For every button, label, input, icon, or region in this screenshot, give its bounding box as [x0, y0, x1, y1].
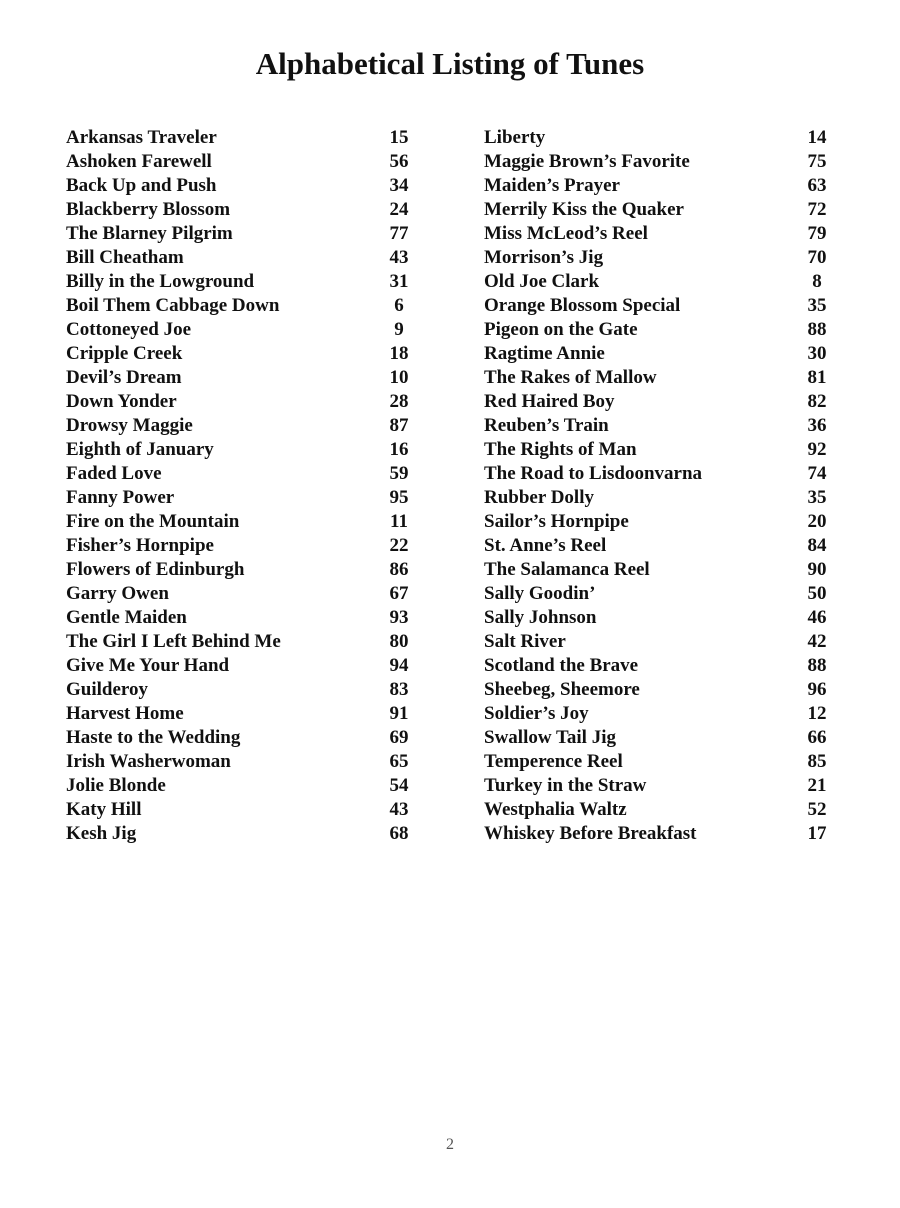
tune-title: Give Me Your Hand	[66, 655, 230, 676]
tune-entry	[66, 534, 410, 558]
tune-page-number: 75	[807, 151, 827, 172]
tune-title: Faded Love	[66, 463, 162, 484]
tune-title: Gentle Maiden	[66, 607, 187, 628]
tune-page-number: 94	[389, 655, 409, 676]
tune-entry	[66, 510, 410, 534]
tune-page-number: 91	[389, 703, 409, 724]
tune-entry	[66, 486, 410, 510]
tune-title: Drowsy Maggie	[66, 415, 193, 436]
tune-title: The Road to Lisdoonvarna	[484, 463, 703, 484]
tune-title: Back Up and Push	[66, 175, 217, 196]
tune-entry	[484, 366, 828, 390]
tune-title: Turkey in the Straw	[484, 775, 647, 796]
tune-entry	[66, 294, 410, 318]
tune-page-number: 77	[389, 223, 409, 244]
tune-entry	[66, 366, 410, 390]
tune-entry	[66, 198, 410, 222]
tune-page-number: 50	[807, 583, 827, 604]
tune-title: The Salamanca Reel	[484, 559, 650, 580]
tune-title: The Blarney Pilgrim	[66, 223, 233, 244]
tune-page-number: 65	[389, 751, 409, 772]
tune-entry	[484, 774, 828, 798]
tune-entry	[484, 318, 828, 342]
tune-title: Scotland the Brave	[484, 655, 639, 676]
tune-title: Devil’s Dream	[66, 367, 182, 388]
tune-page-number: 63	[807, 175, 827, 196]
tune-title: Pigeon on the Gate	[484, 319, 638, 340]
tune-page-number: 24	[389, 199, 409, 220]
tune-entry	[484, 654, 828, 678]
tune-page-number: 31	[389, 271, 409, 292]
tune-entry	[66, 654, 410, 678]
tune-page-number: 82	[807, 391, 827, 412]
tune-page-number: 86	[389, 559, 409, 580]
tune-page-number: 30	[807, 343, 827, 364]
tune-entry	[66, 414, 410, 438]
tune-entry	[66, 822, 410, 846]
tune-title: Morrison’s Jig	[484, 247, 604, 268]
tune-title: Boil Them Cabbage Down	[66, 295, 280, 316]
tune-entry	[484, 630, 828, 654]
tune-entry	[484, 414, 828, 438]
tune-page-number: 16	[389, 439, 409, 460]
tune-title: Reuben’s Train	[484, 415, 609, 436]
tune-entry	[484, 270, 828, 294]
tune-title: Temperence Reel	[484, 751, 623, 772]
tune-entry	[484, 174, 828, 198]
tune-title: Salt River	[484, 631, 566, 652]
tune-entry	[484, 798, 828, 822]
tune-list-right-column	[484, 126, 828, 846]
tune-page-number: 36	[807, 415, 827, 436]
tune-title: Katy Hill	[66, 799, 142, 820]
tune-title: Merrily Kiss the Quaker	[484, 199, 684, 220]
tune-entry	[66, 798, 410, 822]
tune-page-number: 34	[389, 175, 409, 196]
tune-title: Whiskey Before Breakfast	[484, 823, 697, 844]
tune-title: Garry Owen	[66, 583, 169, 604]
tune-entry	[484, 822, 828, 846]
tune-entry	[66, 582, 410, 606]
tune-entry	[66, 750, 410, 774]
tune-title: Irish Washerwoman	[66, 751, 231, 772]
tune-page-number: 54	[389, 775, 409, 796]
tune-page-number: 70	[807, 247, 827, 268]
tune-page-number: 17	[807, 823, 827, 844]
tune-entry	[66, 150, 410, 174]
tune-entry	[66, 270, 410, 294]
tune-page-number: 79	[807, 223, 827, 244]
tune-title: Fire on the Mountain	[66, 511, 240, 532]
tune-page-number: 74	[807, 463, 827, 484]
tune-entry	[484, 222, 828, 246]
tune-title: Cottoneyed Joe	[66, 319, 192, 340]
tune-title: Westphalia Waltz	[484, 799, 627, 820]
tune-page-number: 15	[389, 127, 409, 148]
tune-page-number: 92	[807, 439, 827, 460]
tune-entry	[484, 198, 828, 222]
tune-page-number: 11	[390, 511, 408, 532]
tune-page-number: 88	[807, 655, 827, 676]
tune-title: Flowers of Edinburgh	[66, 559, 245, 580]
tune-title: Sally Goodin’	[484, 583, 596, 604]
tune-entry	[484, 750, 828, 774]
tune-entry	[484, 462, 828, 486]
tune-page-number: 6	[394, 295, 404, 316]
tune-title: Jolie Blonde	[66, 775, 166, 796]
tune-title: The Rights of Man	[484, 439, 637, 460]
tune-page-number: 14	[807, 127, 827, 148]
tune-page-number: 88	[807, 319, 827, 340]
tune-entry	[484, 558, 828, 582]
tune-title: Sally Johnson	[484, 607, 597, 628]
tune-page-number: 8	[812, 271, 822, 292]
tune-title: Soldier’s Joy	[484, 703, 589, 724]
tune-title: Bill Cheatham	[66, 247, 184, 268]
tune-page-number: 83	[389, 679, 409, 700]
tune-page-number: 46	[807, 607, 827, 628]
tune-page-number: 81	[807, 367, 827, 388]
tune-page-number: 72	[807, 199, 827, 220]
tune-title: Blackberry Blossom	[66, 199, 231, 220]
tune-entry	[484, 246, 828, 270]
tune-page-number: 85	[807, 751, 827, 772]
tune-title: Billy in the Lowground	[66, 271, 255, 292]
tune-title: Fanny Power	[66, 487, 175, 508]
tune-page-number: 66	[807, 727, 827, 748]
tune-page-number: 90	[807, 559, 827, 580]
tune-title: Sheebeg, Sheemore	[484, 679, 640, 700]
tune-page-number: 18	[389, 343, 409, 364]
tune-title: Maggie Brown’s Favorite	[484, 151, 690, 172]
tune-title: Kesh Jig	[66, 823, 137, 844]
tune-title: Miss McLeod’s Reel	[484, 223, 648, 244]
tune-page-number: 95	[389, 487, 409, 508]
tune-title: Eighth of January	[66, 439, 214, 460]
tune-entry	[484, 534, 828, 558]
tune-title: Swallow Tail Jig	[484, 727, 616, 748]
tune-page-number: 52	[807, 799, 827, 820]
tune-title: The Girl I Left Behind Me	[66, 631, 281, 652]
page-number: 2	[446, 1136, 454, 1153]
tune-title: Ragtime Annie	[484, 343, 605, 364]
tune-page-number: 12	[807, 703, 827, 724]
tune-title: Old Joe Clark	[484, 271, 600, 292]
tune-title: Fisher’s Hornpipe	[66, 535, 214, 556]
tune-entry	[484, 582, 828, 606]
tune-entry	[484, 606, 828, 630]
tune-title: Guilderoy	[66, 679, 148, 700]
tune-entry	[66, 678, 410, 702]
tune-title: Maiden’s Prayer	[484, 175, 620, 196]
tune-page-number: 69	[389, 727, 409, 748]
tune-page-number: 67	[389, 583, 409, 604]
tune-page-number: 93	[389, 607, 409, 628]
tune-entry	[484, 438, 828, 462]
tune-title: St. Anne’s Reel	[484, 535, 607, 556]
page-title: Alphabetical Listing of Tunes	[255, 46, 645, 81]
tune-entry	[66, 702, 410, 726]
tune-entry	[484, 126, 828, 150]
tune-entry	[66, 438, 410, 462]
tune-page-number: 96	[807, 679, 827, 700]
tune-page-number: 84	[807, 535, 827, 556]
tune-entry	[66, 558, 410, 582]
tune-entry	[66, 342, 410, 366]
tune-entry	[66, 606, 410, 630]
tune-page-number: 56	[389, 151, 409, 172]
tune-page-number: 80	[389, 631, 409, 652]
tune-entry	[484, 702, 828, 726]
tune-title: The Rakes of Mallow	[484, 367, 657, 388]
tune-page-number: 43	[389, 799, 409, 820]
tune-entry	[66, 630, 410, 654]
tune-page-number: 43	[389, 247, 409, 268]
tune-entry	[484, 726, 828, 750]
tune-page-number: 59	[389, 463, 409, 484]
tune-page-number: 35	[807, 487, 827, 508]
tune-entry	[66, 246, 410, 270]
tune-entry	[484, 510, 828, 534]
tune-entry	[484, 390, 828, 414]
tune-title: Down Yonder	[66, 391, 177, 412]
tune-entry	[484, 342, 828, 366]
tune-page-number: 9	[394, 319, 404, 340]
tune-page-number: 21	[807, 775, 827, 796]
tune-page-number: 87	[389, 415, 409, 436]
tune-entry	[66, 390, 410, 414]
tune-title: Haste to the Wedding	[66, 727, 241, 748]
tune-title: Ashoken Farewell	[66, 151, 212, 172]
tune-page-number: 28	[389, 391, 409, 412]
tune-entry	[484, 294, 828, 318]
tune-title: Cripple Creek	[66, 343, 183, 364]
tune-entry	[484, 678, 828, 702]
tune-entry	[66, 774, 410, 798]
tune-title: Sailor’s Hornpipe	[484, 511, 629, 532]
tune-page-number: 22	[389, 535, 409, 556]
tune-title: Arkansas Traveler	[66, 127, 217, 148]
tune-entry	[484, 150, 828, 174]
tune-entry	[66, 222, 410, 246]
tune-page-number: 35	[807, 295, 827, 316]
tune-page-number: 42	[807, 631, 827, 652]
tune-title: Harvest Home	[66, 703, 184, 724]
tune-entry	[66, 318, 410, 342]
tune-page-number: 68	[389, 823, 409, 844]
tune-title: Rubber Dolly	[484, 487, 594, 508]
tune-title: Liberty	[484, 127, 546, 148]
tune-entry	[66, 126, 410, 150]
tune-list-left-column	[66, 126, 410, 846]
tune-page-number: 10	[389, 367, 409, 388]
tune-entry	[66, 726, 410, 750]
tune-entry	[66, 174, 410, 198]
tune-title: Red Haired Boy	[484, 391, 615, 412]
tune-entry	[66, 462, 410, 486]
tune-entry	[484, 486, 828, 510]
tune-title: Orange Blossom Special	[484, 295, 681, 316]
tune-page-number: 20	[807, 511, 827, 532]
